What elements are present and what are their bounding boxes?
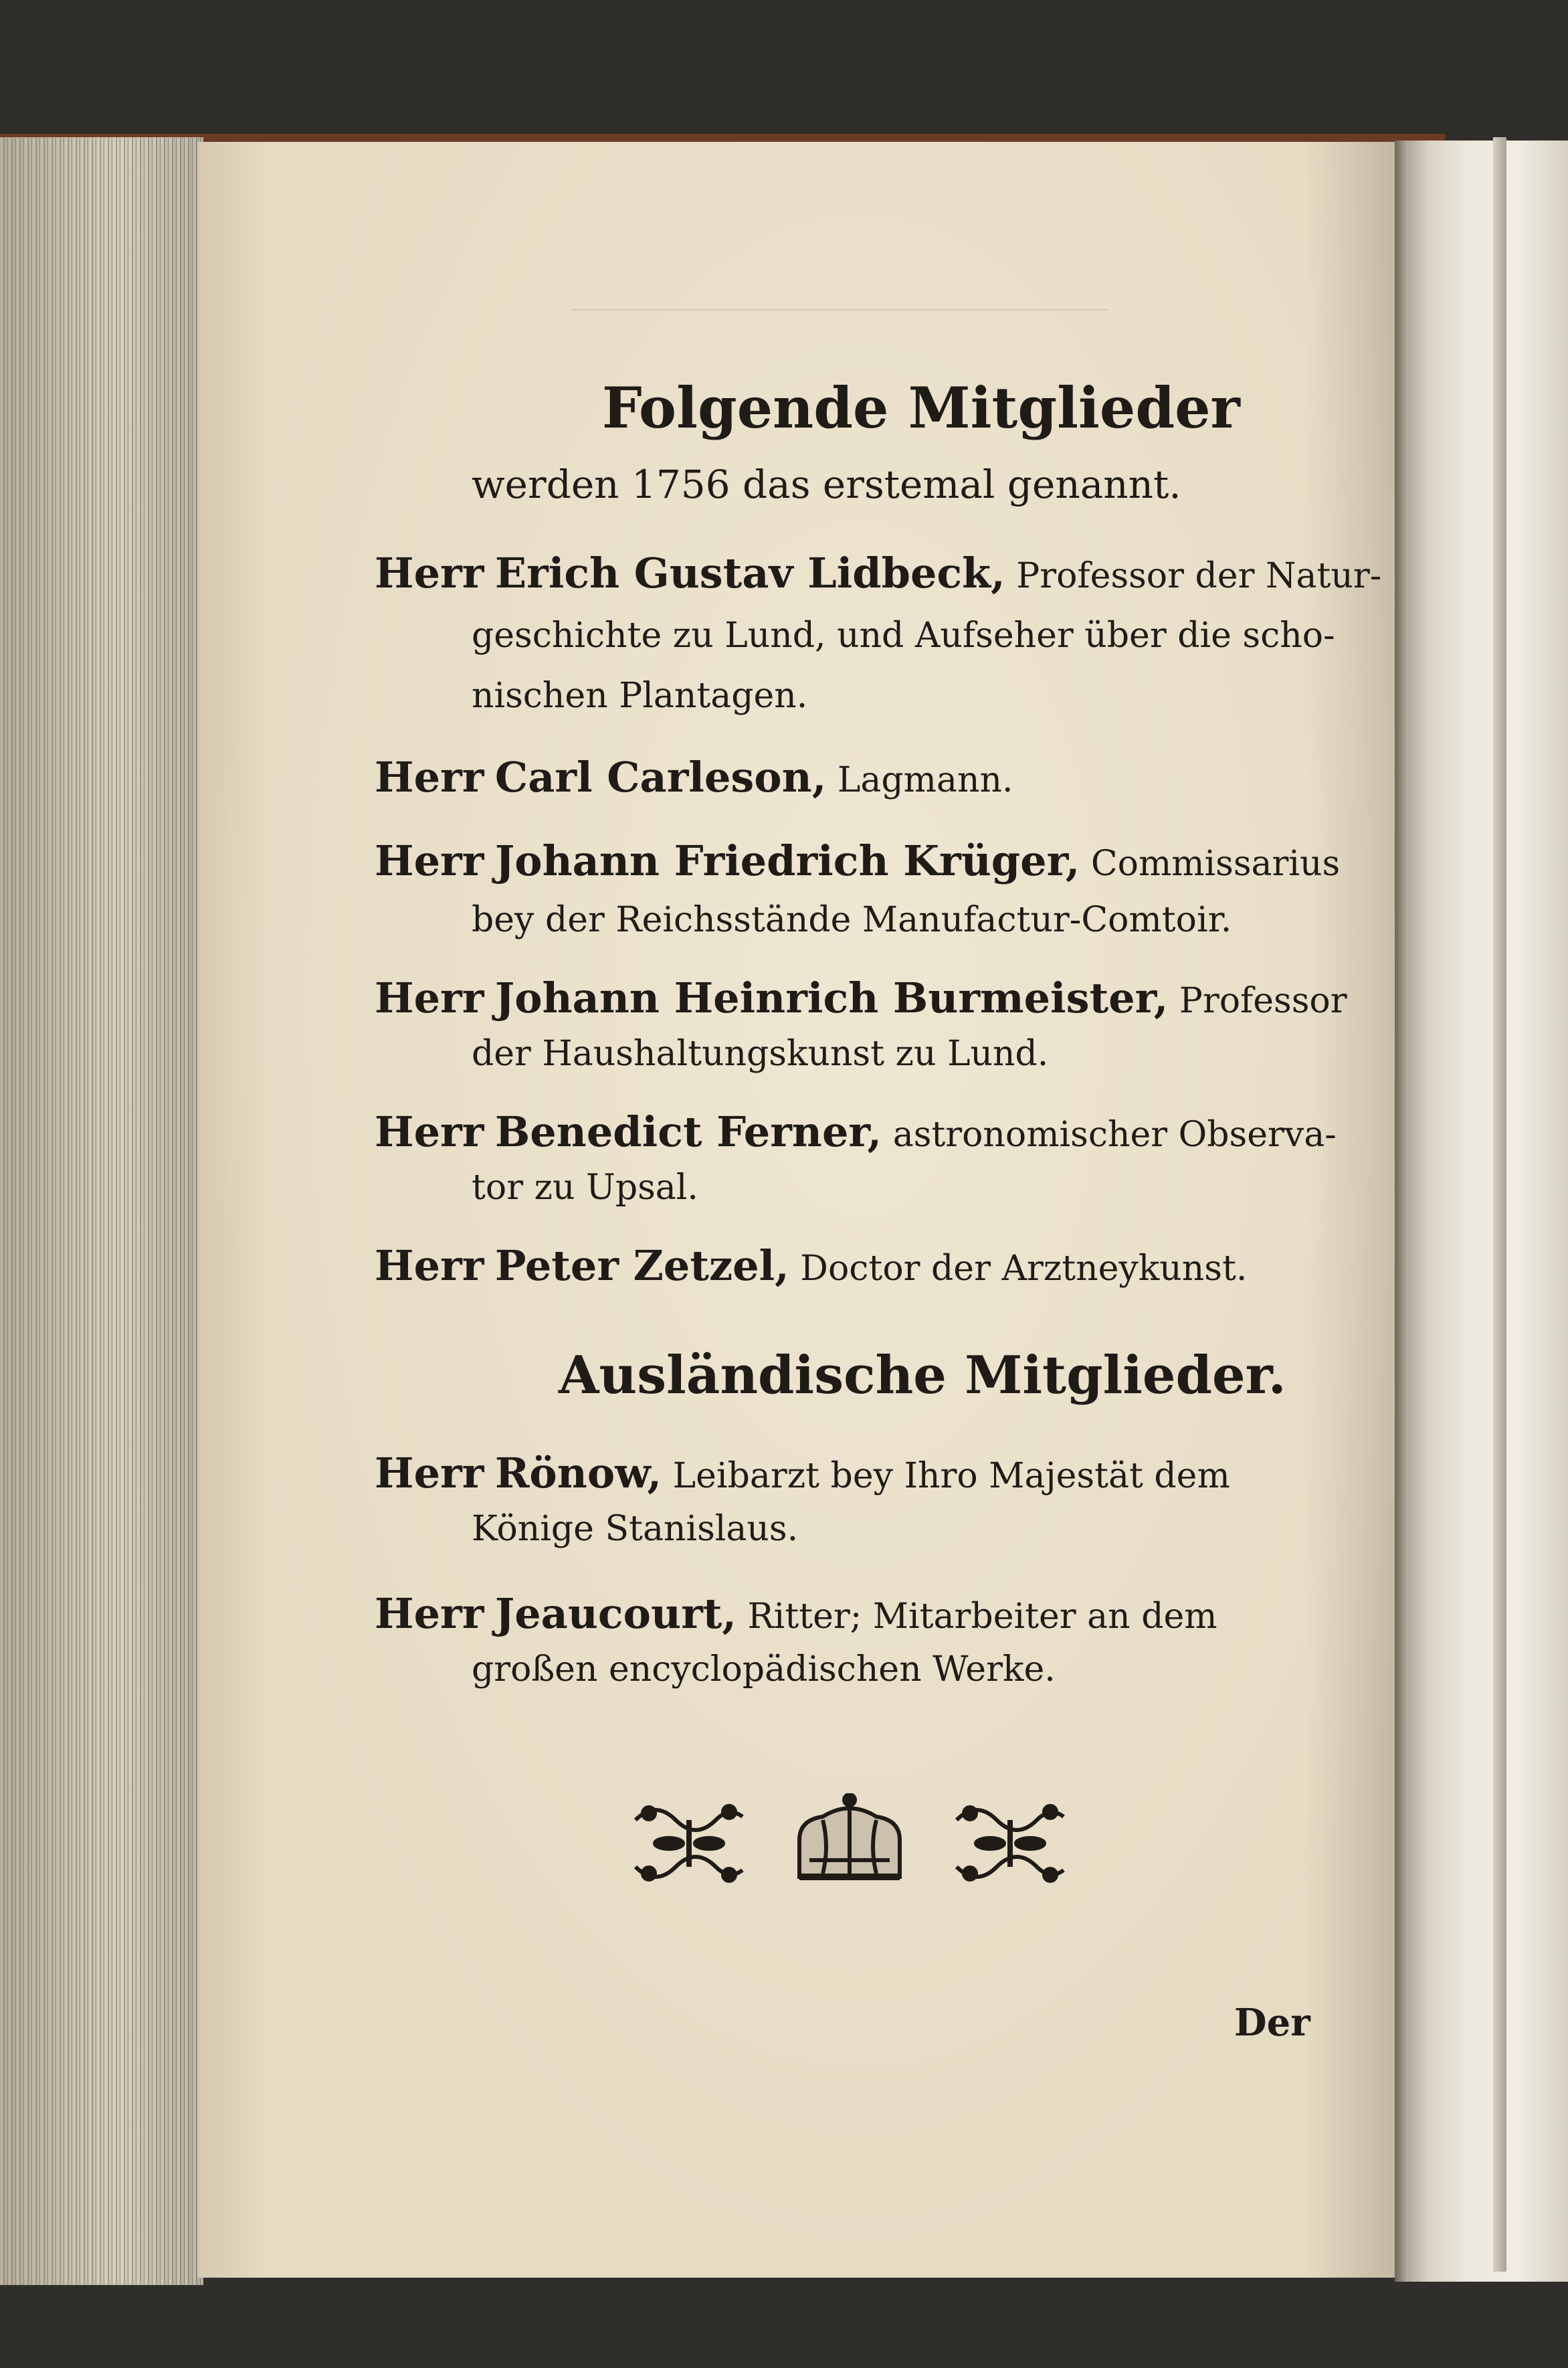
member-title: Herr — [375, 1449, 484, 1497]
member-description-cont: großen encyclopädischen Werke. — [472, 1649, 1056, 1690]
foreign-member-entry — [375, 1449, 1230, 1497]
next-leaf-spine — [1493, 137, 1506, 2272]
member-name: Johann Friedrich Krüger, — [494, 836, 1080, 885]
member-entry — [375, 836, 1340, 885]
catchword: Der — [1234, 2001, 1310, 2045]
member-description: Doctor der Arztneykunst. — [800, 1249, 1248, 1289]
next-leaf — [1398, 141, 1568, 2282]
heading-foreign-members: Ausländische Mitglieder. — [559, 1345, 1286, 1406]
member-description: Leibarzt bey Ihro Majestät dem — [672, 1456, 1230, 1496]
floral-ornament-left-icon — [635, 1805, 743, 1882]
subheading-members-1756: werden 1756 das erstemal genannt. — [472, 462, 1181, 507]
member-title: Herr — [375, 1107, 484, 1156]
member-name: Jeaucourt, — [494, 1589, 737, 1638]
cover-top — [0, 0, 1568, 137]
member-description-cont: Könige Stanislaus. — [472, 1509, 799, 1549]
page-block-shade — [0, 137, 201, 2285]
member-entry — [375, 1241, 1247, 1290]
member-entry — [375, 549, 1381, 598]
heading-members-1756: Folgende Mitglieder — [602, 375, 1240, 441]
foreign-member-entry — [375, 1589, 1217, 1638]
member-name: Carl Carleson, — [494, 753, 827, 802]
member-name: Benedict Ferner, — [494, 1107, 882, 1156]
member-title: Herr — [375, 1589, 484, 1638]
member-title: Herr — [375, 836, 484, 885]
member-description-cont: nischen Plantagen. — [472, 676, 808, 716]
member-name: Erich Gustav Lidbeck, — [494, 549, 1005, 598]
member-title: Herr — [375, 753, 484, 802]
member-description: Professor — [1179, 981, 1347, 1021]
member-title: Herr — [375, 1241, 484, 1290]
crown-ornament — [629, 1793, 1070, 1894]
member-description: Lagmann. — [837, 760, 1013, 800]
member-description: astronomischer Observa- — [892, 1115, 1337, 1155]
member-entry — [375, 753, 1013, 802]
member-name: Rönow, — [494, 1449, 662, 1497]
member-name: Johann Heinrich Burmeister, — [494, 974, 1169, 1022]
next-leaf-fold — [1395, 141, 1408, 2282]
member-name: Peter Zetzel, — [494, 1241, 789, 1290]
member-description: Ritter; Mitarbeiter an dem — [747, 1597, 1217, 1637]
member-description-cont: bey der Reichsstände Manufactur-Comtoir. — [472, 900, 1232, 940]
show-through-mark — [572, 262, 1107, 310]
member-description-cont: geschichte zu Lund, und Aufseher über die scho- — [472, 616, 1335, 656]
member-title: Herr — [375, 974, 484, 1022]
member-description-cont: tor zu Upsal. — [472, 1168, 698, 1208]
member-entry — [375, 1107, 1337, 1156]
member-description: Professor der Natur- — [1016, 556, 1382, 596]
floral-ornament-right-icon — [957, 1805, 1064, 1882]
member-entry — [375, 974, 1347, 1022]
member-description: Commissarius — [1090, 844, 1341, 884]
crown-icon — [799, 1795, 900, 1877]
member-description-cont: der Haushaltungskunst zu Lund. — [472, 1034, 1049, 1074]
member-title: Herr — [375, 549, 484, 598]
